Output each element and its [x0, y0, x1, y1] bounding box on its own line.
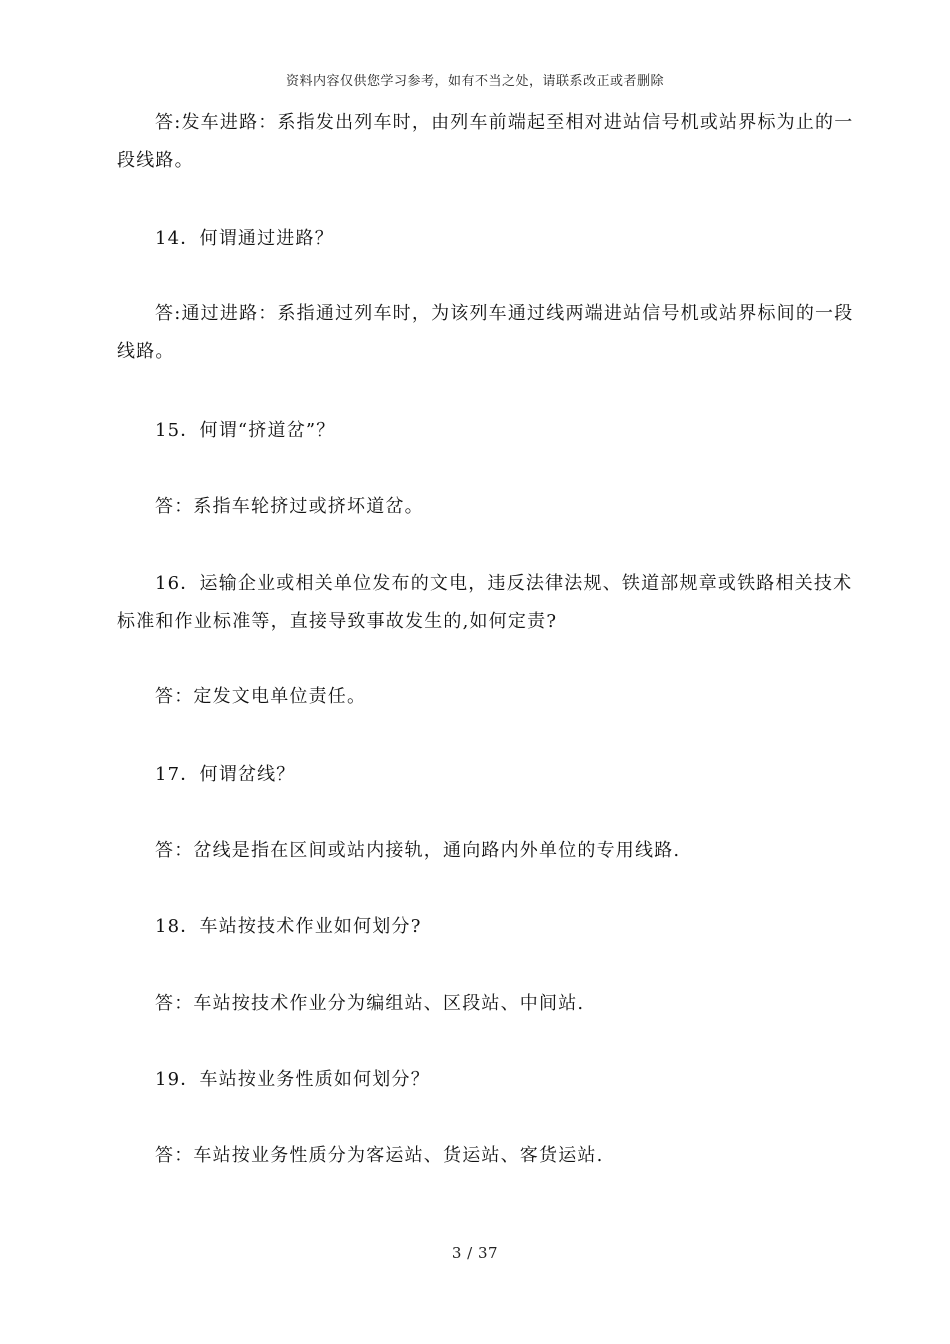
answer-19: 答：车站按业务性质分为客运站、货运站、客货运站.	[155, 1145, 604, 1166]
answer-13-departure-route: 答:发车进路：系指发出列车时，由列车前端起至相对进站信号机或站界标为止的一段线路。	[117, 112, 854, 171]
question-16: 16．运输企业或相关单位发布的文电，违反法律法规、铁道部规章或铁路相关技术标准和作业标准等，直接导致事故发生的,如何定责?	[117, 573, 853, 632]
answer-18: 答：车站按技术作业分为编组站、区段站、中间站.	[155, 993, 585, 1014]
answer-15: 答：系指车轮挤过或挤坏道岔。	[155, 496, 424, 517]
question-17: 17．何谓岔线？	[155, 764, 296, 785]
answer-16: 答：定发文电单位责任。	[155, 686, 367, 707]
question-18: 18．车站按技术作业如何划分?	[155, 916, 422, 937]
answer-14: 答:通过进路：系指通过列车时，为该列车通过线两端进站信号机或站界标间的一段线路。	[117, 303, 854, 362]
answer-17: 答：岔线是指在区间或站内接轨，通向路内外单位的专用线路.	[155, 840, 681, 861]
page-header: 资料内容仅供您学习参考，如有不当之处，请联系改正或者删除	[285, 74, 664, 89]
question-19: 19．车站按业务性质如何划分？	[155, 1069, 430, 1090]
question-14: 14．何谓通过进路？	[155, 228, 334, 249]
question-15: 15．何谓“挤道岔”？	[155, 420, 336, 441]
page-number: 3 / 37	[451, 1244, 499, 1262]
